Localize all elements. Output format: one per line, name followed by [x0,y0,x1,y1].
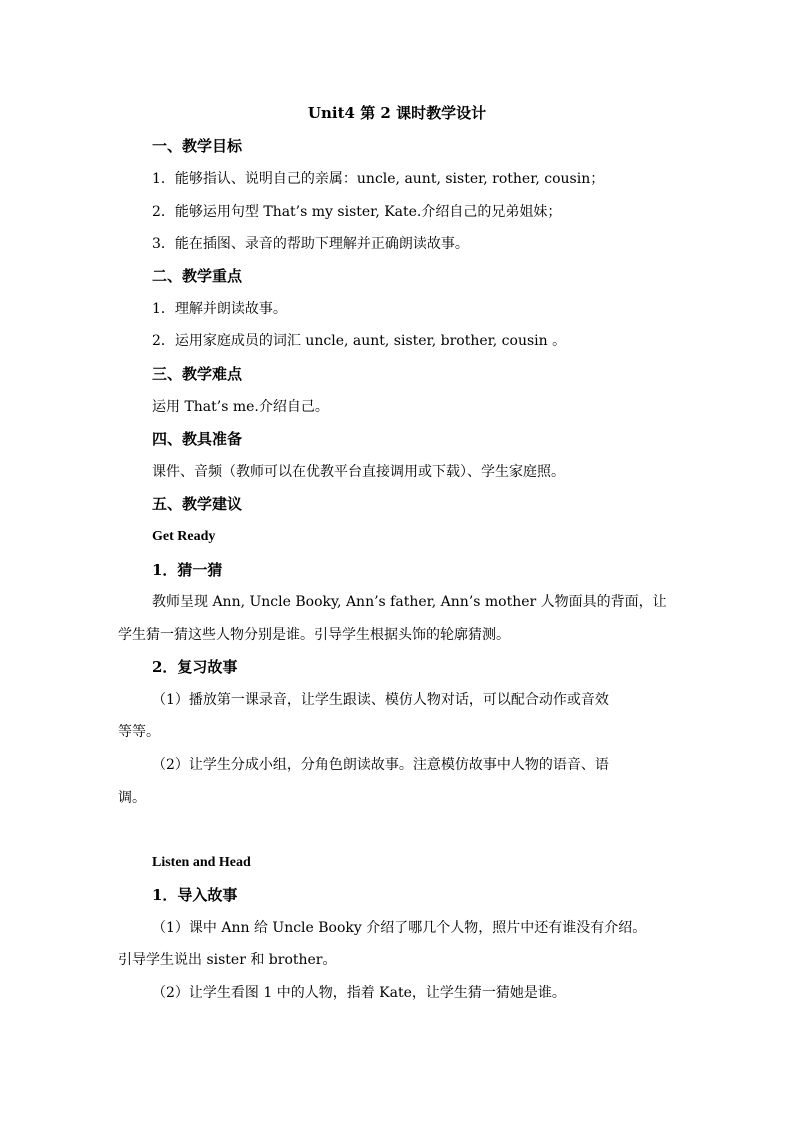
goal-item-1: 1．能够指认、说明自己的亲属：uncle, aunt, sister, rother, cousin； [152,171,605,187]
materials-text: 课件、音频（教师可以在优教平台直接调用或下载）、学生家庭照。 [152,464,565,480]
key-point-item-1: 1．理解并朗读故事。 [152,301,287,317]
get-ready-step2-p1-line1: （1）播放第一课录音，让学生跟读、模仿人物对话，可以配合动作或音效 [152,692,609,708]
get-ready-step2-p2-line2: 调。 [118,790,146,806]
get-ready-step2-title: 2．复习故事 [152,658,238,676]
subheading-listen-and-head: Listen and Head [152,855,251,870]
key-point-item-2: 2．运用家庭成员的词汇 uncle, aunt, sister, brother, cousin 。 [152,333,567,349]
get-ready-step1-title: 1．猜一猜 [152,561,223,579]
listen-p2-line1: （2）让学生看图 1 中的人物，指着 Kate，让学生猜一猜她是谁。 [152,985,566,1001]
goal-item-3: 3．能在插图、录音的帮助下理解并正确朗读故事。 [152,236,469,252]
difficulties-text: 运用 That’s me.介绍自己。 [152,399,329,415]
section-heading-difficulties: 三、教学难点 [152,365,243,383]
get-ready-step2-p1-line2: 等等。 [118,724,160,740]
get-ready-step1-line2: 学生猜一猜这些人物分别是谁。引导学生根据头饰的轮廓猜测。 [118,627,510,643]
get-ready-step1-line1: 教师呈现 Ann, Uncle Booky, Ann’s father, Ann’s mother 人物面具的背面，让 [152,594,667,610]
section-heading-materials: 四、教具准备 [152,430,243,448]
section-heading-goals: 一、教学目标 [152,137,243,155]
section-heading-key-points: 二、教学重点 [152,267,243,285]
goal-item-2: 2．能够运用句型 That’s my sister, Kate.介绍自己的兄弟姐妹； [152,204,562,220]
get-ready-step2-p2-line1: （2）让学生分成小组，分角色朗读故事。注意模仿故事中人物的语音、语 [152,757,609,773]
section-heading-suggestions: 五、教学建议 [152,495,243,513]
listen-p1-line2: 引导学生说出 sister 和 brother。 [118,952,337,968]
document-title: Unit4 第 2 课时教学设计 [307,104,487,122]
listen-p1-line1: （1）课中 Ann 给 Uncle Booky 介绍了哪几个人物，照片中还有谁没有介绍。 [152,920,647,936]
subheading-get-ready: Get Ready [152,529,216,544]
listen-step1-title: 1．导入故事 [152,886,238,904]
